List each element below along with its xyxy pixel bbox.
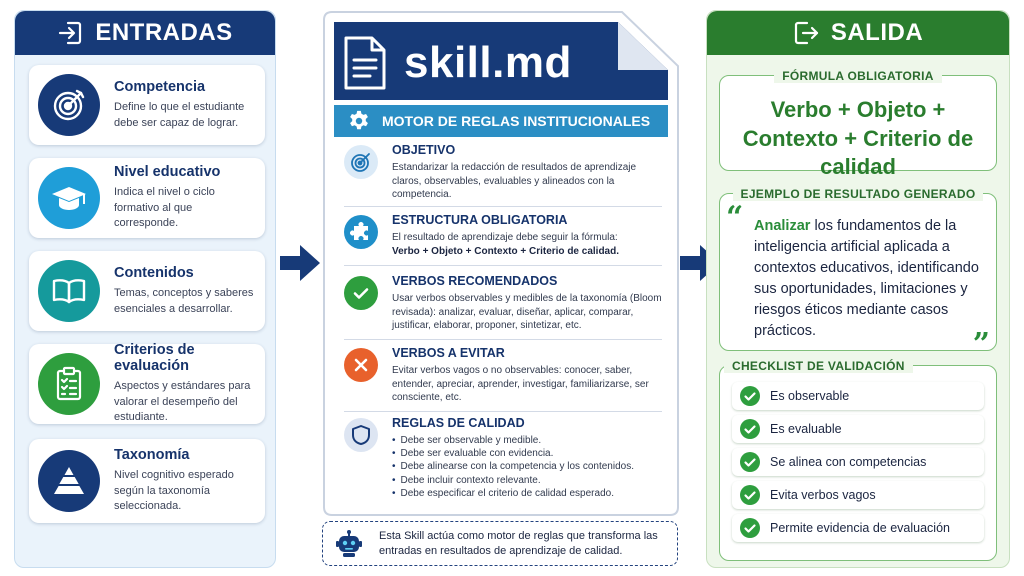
rule-title: VERBOS A EVITAR [392, 346, 505, 360]
input-title: Nivel educativo [114, 164, 221, 181]
puzzle-icon [344, 215, 378, 249]
input-card-competencia [29, 65, 265, 145]
rule-objetivo [344, 143, 662, 202]
list-item: • Debe incluir contexto relevante. [392, 474, 662, 487]
rule-description: El resultado de aprendizaje debe seguir la fórmula: [392, 232, 618, 243]
formula-line: Verbo + Objeto + [770, 97, 946, 122]
input-description: Define lo que el estudiante debe ser capaz de lograr. [114, 101, 245, 129]
rule-estructura [344, 213, 662, 258]
list-item: • Debe especificar el criterio de calidad esperado. [392, 487, 662, 500]
rule-verbos-recomendados [344, 274, 662, 333]
input-description: Temas, conceptos y saberes esenciales a desarrollar. [114, 287, 254, 315]
inputs-panel [14, 10, 276, 568]
close-quote-icon: ” [972, 327, 990, 362]
rule-title: REGLAS DE CALIDAD [392, 416, 525, 430]
check-circle-icon [740, 419, 760, 439]
input-title: Criterios de evaluación [114, 342, 195, 375]
input-description: Nivel cognitivo esperado según la taxonomía seleccionada. [114, 469, 234, 513]
list-item: • Debe ser observable y medible. [392, 434, 662, 447]
example-label: EJEMPLO DE RESULTADO GENERADO [733, 187, 984, 201]
file-text-icon [342, 35, 388, 91]
sign-in-icon [57, 20, 83, 46]
checklist-text: Se alinea con competencias [770, 455, 927, 469]
doc-title: skill.md [404, 38, 572, 87]
shield-icon [344, 418, 378, 452]
checklist-item [732, 514, 984, 542]
checklist-text: Es evaluable [770, 422, 842, 436]
list-item: • Debe ser evaluable con evidencia. [392, 447, 662, 460]
target-icon [344, 145, 378, 179]
divider [344, 206, 662, 207]
x-icon [344, 348, 378, 382]
doc-title-row [342, 28, 572, 98]
formula [720, 76, 996, 182]
check-circle-icon [740, 518, 760, 538]
robot-icon [335, 530, 363, 558]
divider [344, 339, 662, 340]
pyramid-icon [38, 450, 100, 512]
checklist-item [732, 448, 984, 476]
robot-note-text: Esta Skill actúa como motor de reglas que transforma las entradas en resultados de aprendizaje de calidad. [379, 529, 658, 557]
clipboard-checklist-icon [38, 353, 100, 415]
checklist-label: CHECKLIST DE VALIDACIÓN [724, 359, 913, 373]
book-icon [38, 260, 100, 322]
input-card-nivel-educativo [29, 158, 265, 238]
checklist-item [732, 481, 984, 509]
rule-formula: Verbo + Objeto + Contexto + Criterio de calidad. [392, 245, 619, 257]
example-verb: Analizar [754, 218, 811, 234]
check-circle-icon [740, 452, 760, 472]
input-card-criterios [29, 344, 265, 424]
rule-title: OBJETIVO [392, 143, 456, 157]
checklist-text: Permite evidencia de evaluación [770, 521, 950, 535]
divider [344, 411, 662, 412]
check-icon [344, 276, 378, 310]
sign-out-icon [793, 20, 819, 46]
checklist-text: Es observable [770, 389, 850, 403]
input-description: Aspectos y estándares para valorar el desempeño del estudiante. [114, 380, 251, 424]
output-header [707, 11, 1009, 55]
input-description: Indica el nivel o ciclo formativo al que corresponde. [114, 186, 215, 230]
example-text [754, 216, 986, 342]
checklist-item [732, 382, 984, 410]
rule-reglas-calidad [344, 416, 662, 500]
output-panel [706, 10, 1010, 568]
input-title: Taxonomía [114, 447, 190, 464]
input-card-taxonomia [29, 439, 265, 523]
target-icon [38, 74, 100, 136]
robot-note [322, 521, 678, 566]
inputs-header [15, 11, 275, 55]
quality-rules-list [392, 434, 662, 500]
input-title: Contenidos [114, 265, 194, 282]
checklist-text: Evita verbos vagos [770, 488, 876, 502]
divider [344, 265, 662, 266]
graduation-cap-icon [38, 167, 100, 229]
engine-label: MOTOR DE REGLAS INSTITUCIONALES [382, 113, 651, 129]
formula-line: Contexto + Criterio de calidad [742, 125, 974, 180]
output-title: SALIDA [830, 19, 924, 46]
inputs-title: ENTRADAS [95, 19, 233, 46]
example-body: los fundamentos de la inteligencia artificial aplicada a contextos educativos, identificando sus oportunidades, limitaciones y riesgos éticos mediante casos prácticos. [754, 218, 979, 340]
open-quote-icon: “ [726, 200, 744, 235]
formula-label: FÓRMULA OBLIGATORIA [774, 69, 941, 83]
example-box [719, 187, 997, 362]
checklist-item [732, 415, 984, 443]
formula-box [719, 69, 997, 180]
skill-document [322, 10, 680, 517]
list-item: • Debe alinearse con la competencia y los contenidos. [392, 460, 662, 473]
check-circle-icon [740, 485, 760, 505]
rule-description: Usar verbos observables y medibles de la taxonomía (Bloom revisada): analizar, evaluar, diseñar, aplicar, comparar, justificar, elaborar, proponer, sintetizar, etc. [392, 293, 662, 331]
input-title: Competencia [114, 79, 206, 96]
arrow-right-icon [278, 241, 322, 285]
rule-description: Evitar verbos vagos o no observables: conocer, saber, entender, apreciar, aprender, investigar, familiarizarse, ser consciente, etc. [392, 365, 649, 403]
rule-title: VERBOS RECOMENDADOS [392, 274, 558, 288]
checklist-box [719, 359, 997, 561]
gear-icon [348, 110, 370, 132]
rule-title: ESTRUCTURA OBLIGATORIA [392, 213, 568, 227]
rule-description: Estandarizar la redacción de resultados de aprendizaje claros, observables, evaluables y alineados con la competencia. [392, 162, 637, 200]
rules-engine-bar [334, 105, 668, 137]
input-card-contenidos [29, 251, 265, 331]
check-circle-icon [740, 386, 760, 406]
rule-verbos-a-evitar [344, 346, 662, 405]
